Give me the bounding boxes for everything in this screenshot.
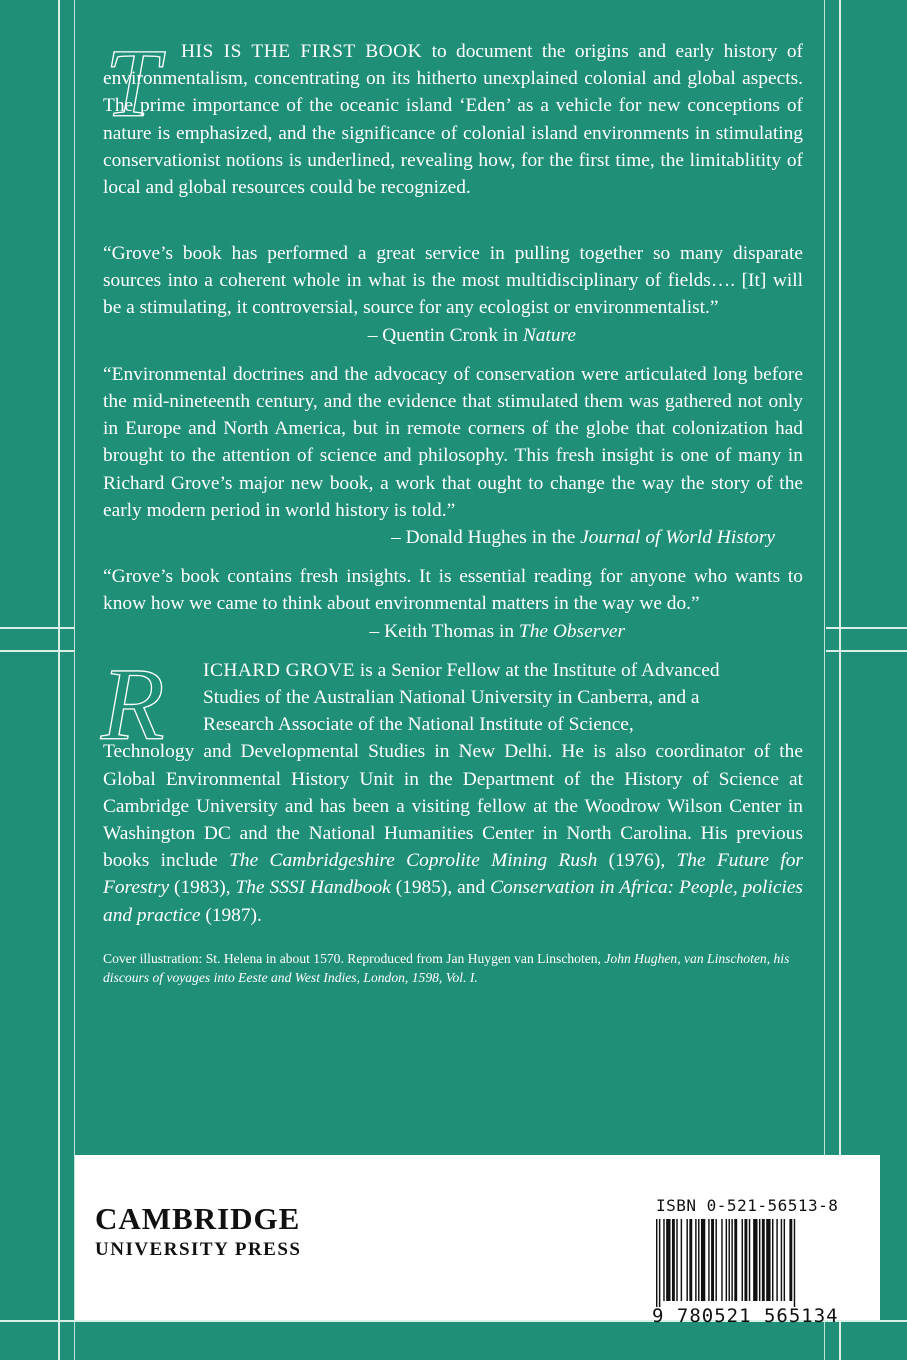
barcode-bar — [663, 1219, 664, 1301]
quote-text: “Environmental doctrines and the advocacy of conservation were articulated long before the mid-nineteenth century, and the evidence that stimulated them was gathered not only in Europe and North America, but in remote corners of the globe that colonization had brought to the attention of science and philosophy. This fresh insight is one of many in Richard Grove’s major new book, a work that ought to change the way the story of the early modern period in world history is told.” — [103, 363, 803, 521]
bio-line-1: ICHARD GROVE is a Senior Fellow at the Institute of Advanced — [203, 659, 720, 681]
barcode-bar — [711, 1219, 714, 1301]
barcode-bar — [781, 1219, 782, 1301]
barcode-bar — [776, 1219, 777, 1301]
quote-attribution: – Donald Hughes in the Journal of World History — [391, 527, 775, 549]
barcode-bar — [695, 1219, 696, 1301]
barcode-bar — [766, 1219, 770, 1301]
barcode-bar — [672, 1219, 675, 1301]
quote-attribution: – Keith Thomas in The Observer — [369, 620, 625, 642]
publisher-name: CAMBRIDGE — [95, 1201, 301, 1236]
back-cover-text — [101, 30, 803, 987]
bio-rest: Technology and Developmental Studies in New Delhi. He is also coordinator of the Global Environmental History Unit in the Department of the History of Science at Cambridge University and has been a visiting fellow at the Woodrow Wilson Center in Washington DC and the National Humanities Center in North Carolina. His previous books include The Cambridgeshire Coprolite Mining Rush (1976), The Future for Forestry (1983), The SSSI Handbook (1985), and Conservation in Africa: People, policies and practice (1987). — [103, 741, 803, 926]
barcode-bar — [729, 1219, 730, 1301]
barcode-bar — [676, 1219, 677, 1301]
barcode-bar — [701, 1219, 705, 1301]
divider-right-2 — [826, 650, 907, 652]
barcode-bar — [784, 1219, 785, 1301]
barcode-bar — [742, 1219, 743, 1301]
dropcap-r-ornament — [97, 647, 192, 757]
barcode-bar — [734, 1219, 737, 1301]
bio-line-3: Research Associate of the National Institute of Science, — [203, 714, 634, 736]
review-quote-3 — [103, 563, 803, 645]
barcode-block — [652, 1196, 852, 1327]
bio-line-2: Studies of the Australian National University in Canberra, and a — [203, 687, 700, 709]
cover-illustration-credit: Cover illustration: St. Helena in about 1570. Reproduced from Jan Huygen van Linschoten, John Hughen, van Linschoten, his discours of voyages into Eeste and West Indies, London, 1598, Vol. I. — [103, 950, 790, 985]
barcode-bar — [715, 1219, 716, 1301]
publisher-logo — [95, 1203, 302, 1261]
barcode-bar — [656, 1219, 657, 1307]
divider-left-2 — [0, 650, 74, 652]
barcode-bar — [666, 1219, 670, 1301]
barcode-bar — [753, 1219, 757, 1301]
barcode-bar — [744, 1219, 747, 1301]
intro-lead: HIS IS THE FIRST BOOK — [181, 41, 423, 62]
isbn-text: ISBN 0-521-56513-8 — [656, 1196, 839, 1215]
intro-body — [103, 38, 803, 201]
review-quote-1 — [103, 240, 803, 349]
barcode-bar — [708, 1219, 709, 1301]
intro-paragraph — [103, 30, 803, 228]
barcode-bar — [726, 1219, 727, 1301]
review-quote-2 — [103, 361, 803, 551]
dropcap-t: T — [105, 30, 160, 138]
barcode-bar — [698, 1219, 699, 1301]
barcode-bar — [686, 1219, 687, 1301]
barcode-bar — [689, 1219, 692, 1301]
barcode-bar — [731, 1219, 732, 1301]
quote-attribution: – Quentin Cronk in Nature — [367, 324, 576, 346]
divider-right-1 — [826, 627, 907, 629]
barcode-bar — [659, 1219, 660, 1307]
ean-text: 9 780521 565134 — [652, 1305, 839, 1327]
author-bio — [101, 646, 803, 929]
barcode-bar — [762, 1219, 765, 1301]
divider-left-1 — [0, 627, 74, 629]
barcode-bar — [749, 1219, 750, 1301]
barcode-bars — [652, 1219, 848, 1307]
barcode-bar — [789, 1219, 792, 1301]
barcode-bar — [681, 1219, 682, 1301]
quote-text: “Grove’s book has performed a great service in pulling together so many disparate sources into a coherent whole in what is the most multidisciplinary of fields…. [It] will be a stimulating, it controversial, source for any ecologist or environmentalist.” — [103, 243, 803, 319]
quote-text: “Grove’s book contains fresh insights. It is essential reading for anyone who wants to know how we came to think about environmental matters in the way we do.” — [103, 566, 803, 615]
dropcap-t-ornament — [97, 28, 177, 138]
barcode-bar — [794, 1219, 795, 1307]
intro-text: to document the origins and early history of environmentalism, concentrating on its hitherto unexplained colonial and global aspects. The prime importance of the oceanic island ‘Eden’ as a vehicle for new conceptions of nature is emphasized, and the significance of colonial island environments in stimulating conservationist notions is underlined, revealing how, for the first time, the limitablitity of local and global resources could be recognized. — [103, 41, 803, 199]
dropcap-r: R — [101, 646, 165, 757]
barcode-bar — [759, 1219, 760, 1301]
barcode-bar — [772, 1219, 773, 1301]
publisher-subname: UNIVERSITY PRESS — [95, 1239, 302, 1260]
barcode-bar — [721, 1219, 722, 1301]
